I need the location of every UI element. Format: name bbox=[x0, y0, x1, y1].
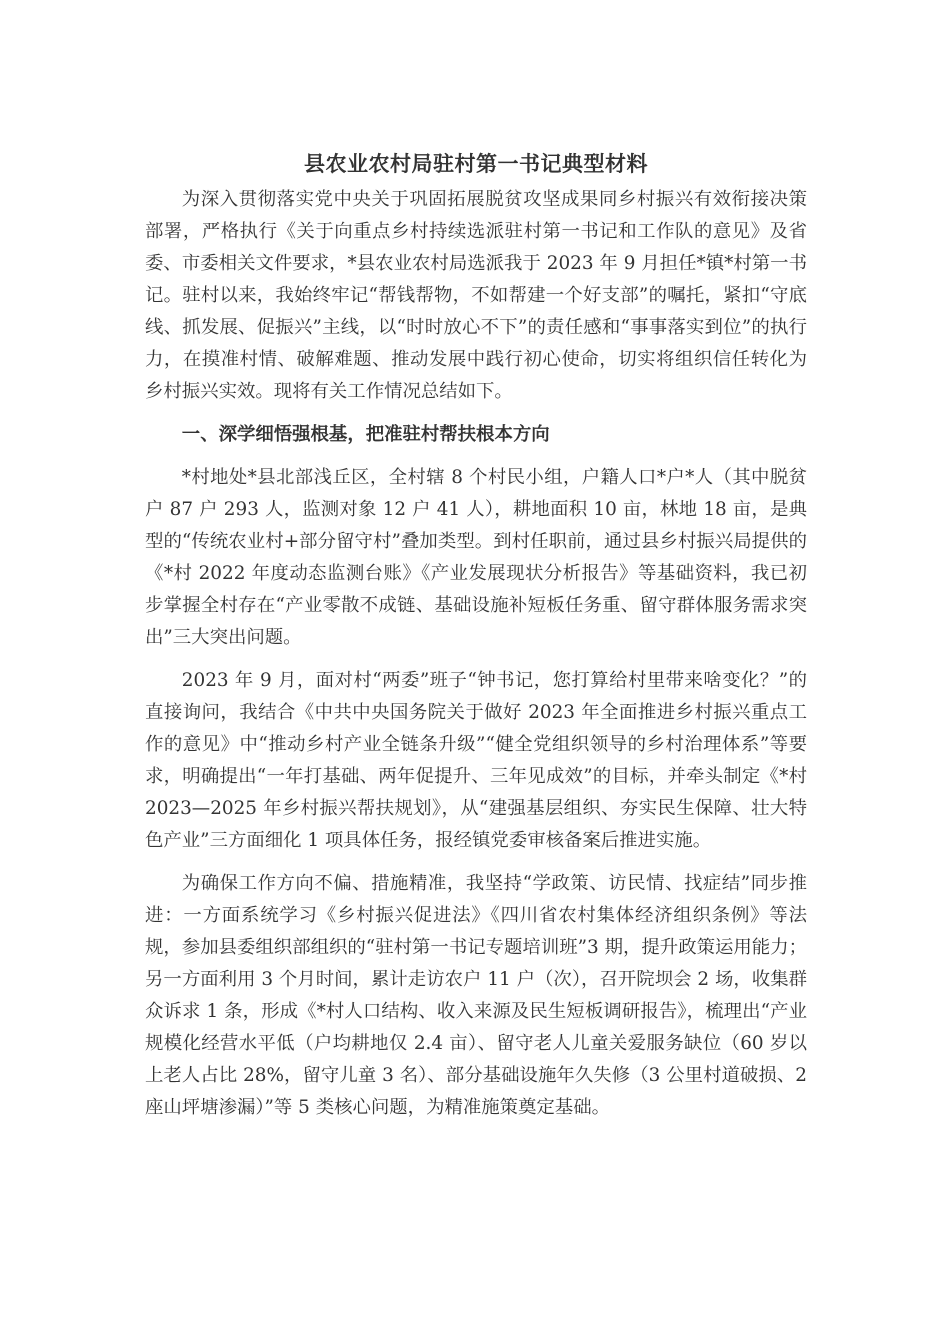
section1-paragraph-3: 为确保工作方向不偏、措施精准，我坚持“学政策、访民情、找症结”同步推进：一方面系统学习《乡村振兴促进法》《四川省农村集体经济组织条例》等法规，参加县委组织部组织的“驻村第一书记专题培训班”3 期，提升政策运用能力；另一方面利用 3 个月时间，累计走访农户 11 户（次），召开院坝会 2 场，收集群众诉求 1 条，形成《*村人口结构、收入来源及民生短板调研报告》，梳理出“产业规模化经营水平低（户均耕地仅 2.4 亩）、留守老人儿童关爱服务缺位（60 岁以上老人占比 28%，留守儿童 3 名）、部分基础设施年久失修（3 公里村道破损、2 座山坪塘渗漏）”等 5 类核心问题，为精准施策奠定基础。 bbox=[145, 873, 807, 1118]
section-heading-1: 一、深学细悟强根基，把准驻村帮扶根本方向 bbox=[181, 424, 550, 445]
document-title: 县农业农村局驻村第一书记典型材料 bbox=[304, 152, 648, 176]
section1-paragraph-1: *村地处*县北部浅丘区，全村辖 8 个村民小组，户籍人口*户*人（其中脱贫户 87 户 293 人，监测对象 12 户 41 人），耕地面积 10 亩，林地 18 亩，是典型的“传统农业村+部分留守村”叠加类型。到村任职前，通过县乡村振兴局提供的《*村 2022 年度动态监测台账》《产业发展现状分析报告》等基础资料，我已初步掌握全村存在“产业零散不成链、基础设施补短板任务重、留守群体服务需求突出”三大突出问题。 bbox=[145, 467, 807, 648]
section1-paragraph-2: 2023 年 9 月，面对村“两委”班子“钟书记，您打算给村里带来啥变化？”的直接询问，我结合《中共中央国务院关于做好 2023 年全面推进乡村振兴重点工作的意见》中“推动乡村产业全链条升级”“健全党组织领导的乡村治理体系”等要求，明确提出“一年打基础、两年促提升、三年见成效”的目标，并牵头制定《*村 2023—2025 年乡村振兴帮扶规划》，从“建强基层组织、夯实民生保障、壮大特色产业”三方面细化 1 项具体任务，报经镇党委审核备案后推进实施。 bbox=[145, 670, 807, 851]
intro-paragraph: 为深入贯彻落实党中央关于巩固拓展脱贫攻坚成果同乡村振兴有效衔接决策部署，严格执行《关于向重点乡村持续选派驻村第一书记和工作队的意见》及省委、市委相关文件要求，*县农业农村局选派我于 2023 年 9 月担任*镇*村第一书记。驻村以来，我始终牢记“帮钱帮物，不如帮建一个好支部”的嘱托，紧扣“守底线、抓发展、促振兴”主线，以“时时放心不下”的责任感和“事事落实到位”的执行力，在摸准村情、破解难题、推动发展中践行初心使命，切实将组织信任转化为乡村振兴实效。现将有关工作情况总结如下。 bbox=[145, 189, 807, 402]
document-page bbox=[145, 148, 807, 1124]
